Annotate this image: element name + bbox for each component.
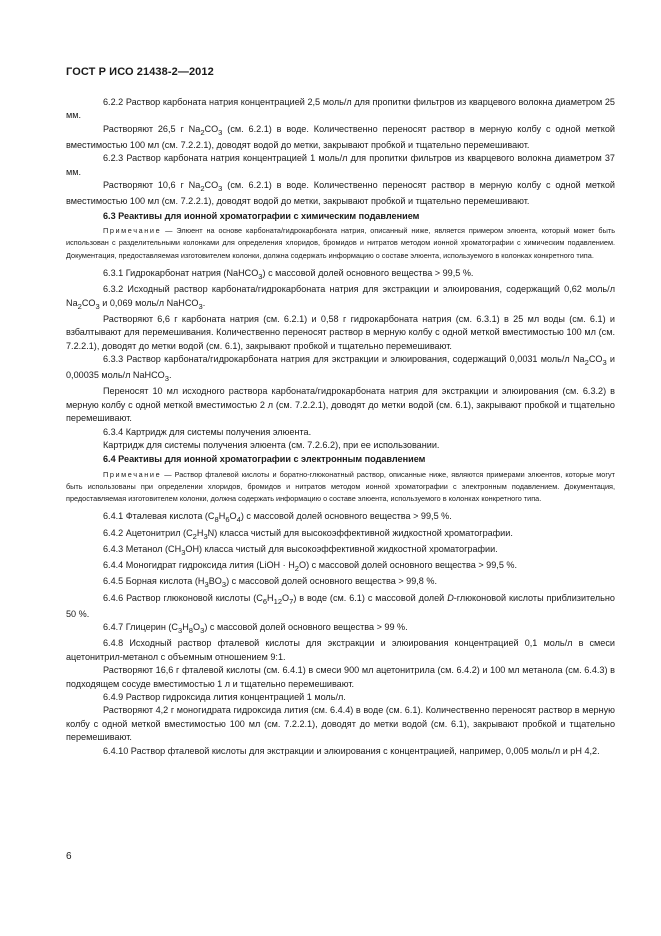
body-paragraph: 6.3.1 Гидрокарбонат натрия (NaHCO$_3$) с массовой долей основного вещества > 99,5 %. [103, 267, 474, 281]
body-paragraph: 6.4.1 Фталевая кислота $(C_8H_6O_4)$ с массовой долей основного вещества > 99,5 %. [103, 511, 452, 525]
body-paragraph: Растворяют 26,5 г $Na_2CO_3$ (см. 6.2.1) в воде. Количественно переносят раствор в мерную колбу с одной меткой вместимостью 100 мл (см. 7.2.2.1), доводят водой до метки, закрывают пробкой и тщательно перемешивают. [66, 123, 615, 151]
body-paragraph: 6.4.8 Исходный раствор фталевой кислоты для экстракции и элюирования концентрацией 0,1 моль/л в смеси ацетонитрил-метанол с объемным отношением 9:1. [66, 638, 615, 662]
document-body [66, 96, 615, 758]
page-number: 6 [66, 851, 72, 862]
body-paragraph: 6.3.3 Раствор карбоната/гидрокарбоната натрия для экстракции и элюирования, содержащий 0,0031 моль/л $Na_2CO_3$ и 0,00035 моль/л NaHCO$_3$. [66, 353, 615, 383]
body-paragraph: 6.4.3 Метанол $(CH_3OH)$ класса чистый для высокоэффективной жидкостной хроматографии. [103, 543, 498, 557]
body-paragraph: 6.2.3 Раствор карбоната натрия концентрацией 1 моль/л для пропитки фильтров из кварцевого волокна диаметром 37 мм. [66, 153, 615, 177]
body-paragraph: Растворяют 10,6 г $Na_2CO_3$ (см. 6.2.1) в воде. Количественно переносят раствор в мерную колбу с одной меткой вместимостью 100 мл (см. 7.2.2.1), доводят водой до метки, закрывают пробкой и тщательно перемешивают. [66, 180, 615, 207]
body-paragraph: 6.2.2 Раствор карбоната натрия концентрацией 2,5 моль/л для пропитки фильтров из кварцевого волокна диаметром 25 мм. [66, 97, 615, 121]
body-paragraph: 6.3.4 Картридж для системы получения элюента. [103, 426, 312, 437]
note-paragraph: Примечание — Элюент на основе карбоната/гидрокарбоната натрия, описанный ниже, является примером элюента, который может быть использован с разделительными колонками для определения хлоридов, бромидов и нитратов методом ионной хроматографии с химическим подавлением. Документация, предоставляемая изготовителем колонки, должна содержать информацию о составе элюента, используемого в колонках конкретного типа. [66, 226, 615, 260]
section-heading: 6.3 Реактивы для ионной хроматографии с химическим подавлением [103, 210, 420, 221]
section-heading: 6.4 Реактивы для ионной хроматографии с электронным подавлением [103, 454, 426, 465]
body-paragraph: Картридж для системы получения элюента (см. 7.2.6.2), при ее использовании. [103, 440, 440, 451]
document-header: ГОСТ Р ИСО 21438-2—2012 [66, 66, 214, 78]
body-paragraph: Переносят 10 мл исходного раствора карбоната/гидрокарбоната натрия для экстракции и элюирования (см. 6.3.2) в мерную колбу с одной меткой вместимостью 2 л (см. 7.2.2.1), доводят до метки водой (см. 6.1), закрывают пробкой и тщательно перемешивают. [66, 386, 615, 424]
body-paragraph: 6.4.10 Раствор фталевой кислоты для экстракции и элюирования с концентрацией, например, 0,005 моль/л и pH 4,2. [103, 745, 600, 756]
body-paragraph: Растворяют 16,6 г фталевой кислоты (см. 6.4.1) в смеси 900 мл ацетонитрила (см. 6.4.2) и 100 мл метанола (см. 6.4.3) в подходящем сосуде вместимостью 1 л и тщательно перемешивают. [66, 665, 615, 689]
body-paragraph: 6.4.9 Раствор гидроксида лития концентрацией 1 моль/л. [103, 692, 346, 702]
note-paragraph: Примечание — Раствор фталевой кислоты и боратно-глюконатный раствор, описанные ниже, являются примерами элюентов, которые могут быть использованы при определении хлоридов, бромидов и нитратов методом ионной хроматографии с электронным подавлением. Документация, предоставляемая изготовителем колонки, должна содержать информацию о составе элюента, используемого в колонках конкретного типа. [66, 469, 615, 504]
body-paragraph: Растворяют 6,6 г карбоната натрия (см. 6.2.1) и 0,58 г гидрокарбоната натрия (см. 6.3.1) в 25 мл воды (см. 6.1) и взбалтывают для перемешивания. Количественно переносят раствор в мерную колбу с одной меткой вместимостью 100 мл (см. 7.2.2.1), доводят до метки водой (см. 6.1), закрывают пробкой и тщательно перемешивают. [66, 313, 615, 351]
body-paragraph: Растворяют 4,2 г моногидрата гидроксида лития (см. 6.4.4) в воде (см. 6.1). Количественно переносят раствор в мерную колбу с одной меткой вместимостью 100 мл (см. 7.2.2.1), доводят до метки водой (см. 6.1), закрывают пробкой и тщательно перемешивают. [66, 705, 615, 743]
body-paragraph: 6.4.5 Борная кислота $(H_3BO_3)$ с массовой долей основного вещества > 99,8 %. [103, 576, 437, 590]
body-paragraph: 6.4.2 Ацетонитрил $(C_2H_3N)$ класса чистый для высокоэффективной жидкостной хроматографии. [103, 527, 513, 541]
body-paragraph: 6.4.4 Моногидрат гидроксида лития (LiOH · $H_2O$) с массовой долей основного вещества > 99,5 %. [103, 560, 518, 573]
body-paragraph: 6.4.7 Глицерин $(C_3H_8O_3)$ с массовой долей основного вещества > 99 %. [103, 622, 408, 635]
body-paragraph: 6.4.6 Раствор глюконовой кислоты $(C_6H_{12}O_7)$ в воде (см. 6.1) с массовой долей D-глюконовой кислоты приблизительно 50 %. [66, 592, 615, 619]
body-paragraph: 6.3.2 Исходный раствор карбоната/гидрокарбоната натрия для экстракции и элюирования, содержащий 0,62 моль/л $Na_2CO_3$ и 0,069 моль/л NaHCO$_3$. [66, 284, 615, 311]
